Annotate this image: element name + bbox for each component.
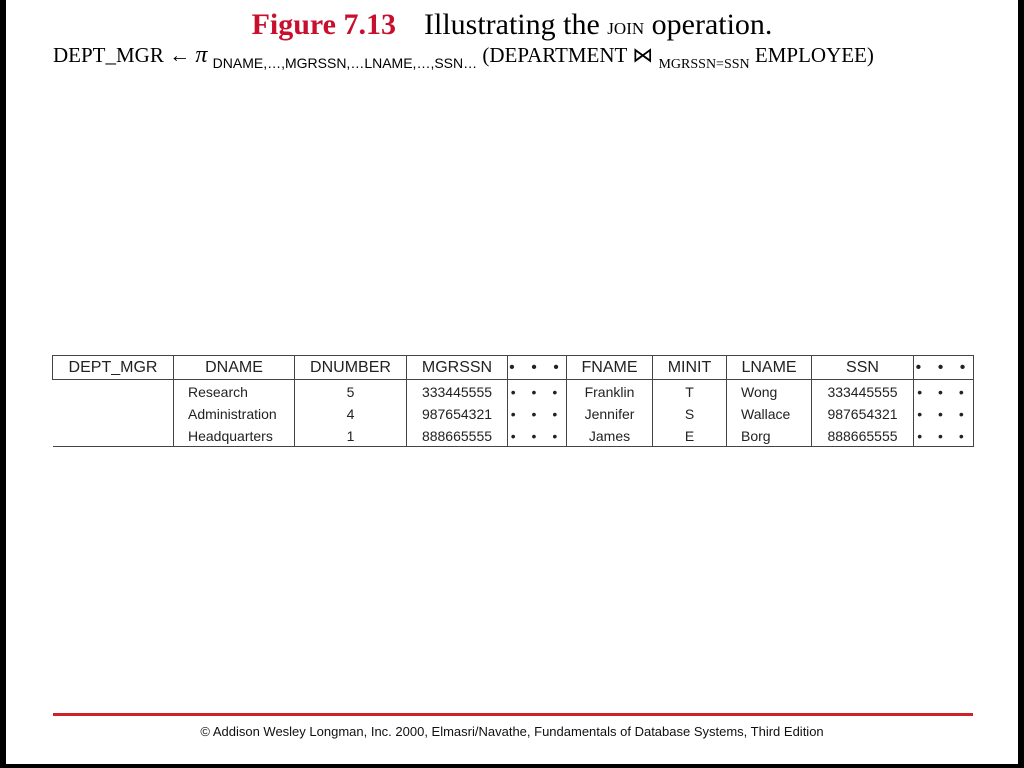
table-cell: 987654321 bbox=[812, 402, 914, 424]
column-header: MGRSSN bbox=[407, 356, 508, 380]
table-cell: 333445555 bbox=[407, 380, 508, 403]
column-header: DNUMBER bbox=[295, 356, 407, 380]
copyright-footer: © Addison Wesley Longman, Inc. 2000, Elmasri/Navathe, Fundamentals of Database Systems, Third Edition bbox=[200, 724, 824, 739]
figure-title bbox=[0, 8, 1024, 42]
table-header-row bbox=[53, 356, 974, 380]
relational-expression bbox=[53, 42, 874, 73]
join-symbol-icon: ⋈ bbox=[632, 43, 654, 67]
pi-projection-icon: π bbox=[195, 42, 208, 68]
expression-lhs: DEPT_MGR bbox=[53, 43, 164, 67]
table-cell: Franklin bbox=[567, 380, 653, 403]
footer-divider bbox=[53, 713, 973, 716]
table-cell: 5 bbox=[295, 380, 407, 403]
empty-cell bbox=[53, 424, 174, 447]
table-cell-ellipsis: • • • bbox=[508, 402, 567, 424]
column-header: MINIT bbox=[653, 356, 727, 380]
table-cell: Wong bbox=[727, 380, 812, 403]
title-keyword: join bbox=[607, 14, 645, 40]
table-row bbox=[53, 380, 974, 403]
empty-cell bbox=[53, 402, 174, 424]
column-header-ellipsis: • • • bbox=[914, 356, 974, 380]
expression-close: EMPLOYEE) bbox=[754, 43, 874, 67]
table-cell: Headquarters bbox=[174, 424, 295, 447]
table-row bbox=[53, 424, 974, 447]
table-cell: Research bbox=[174, 380, 295, 403]
table-cell-ellipsis: • • • bbox=[914, 380, 974, 403]
join-condition: MGRSSN=SSN bbox=[658, 57, 750, 72]
table-cell: 987654321 bbox=[407, 402, 508, 424]
table-cell: 1 bbox=[295, 424, 407, 447]
table-cell: 333445555 bbox=[812, 380, 914, 403]
relation-name: DEPT_MGR bbox=[53, 356, 174, 380]
table-cell: T bbox=[653, 380, 727, 403]
table-cell-ellipsis: • • • bbox=[508, 380, 567, 403]
table-cell: Administration bbox=[174, 402, 295, 424]
dept-mgr-table bbox=[52, 355, 974, 447]
table-cell: E bbox=[653, 424, 727, 447]
expression-open: (DEPARTMENT bbox=[482, 43, 627, 67]
title-text-after: operation. bbox=[644, 8, 773, 41]
column-header: DNAME bbox=[174, 356, 295, 380]
column-header-ellipsis: • • • bbox=[508, 356, 567, 380]
figure-number: Figure 7.13 bbox=[251, 8, 396, 41]
table-cell: Borg bbox=[727, 424, 812, 447]
projection-list: DNAME,…,MGRSSN,…LNAME,…,SSN… bbox=[212, 55, 478, 71]
table-cell-ellipsis: • • • bbox=[914, 424, 974, 447]
table-cell: 4 bbox=[295, 402, 407, 424]
table-cell: Wallace bbox=[727, 402, 812, 424]
table-cell-ellipsis: • • • bbox=[914, 402, 974, 424]
table-cell-ellipsis: • • • bbox=[508, 424, 567, 447]
assign-arrow-icon: ← bbox=[169, 43, 191, 67]
column-header: LNAME bbox=[727, 356, 812, 380]
table-cell: James bbox=[567, 424, 653, 447]
column-header: FNAME bbox=[567, 356, 653, 380]
column-header: SSN bbox=[812, 356, 914, 380]
table-row bbox=[53, 402, 974, 424]
title-text-before: Illustrating the bbox=[424, 8, 608, 41]
table-cell: Jennifer bbox=[567, 402, 653, 424]
table-cell: 888665555 bbox=[407, 424, 508, 447]
empty-cell bbox=[53, 380, 174, 403]
table-cell: S bbox=[653, 402, 727, 424]
table-cell: 888665555 bbox=[812, 424, 914, 447]
